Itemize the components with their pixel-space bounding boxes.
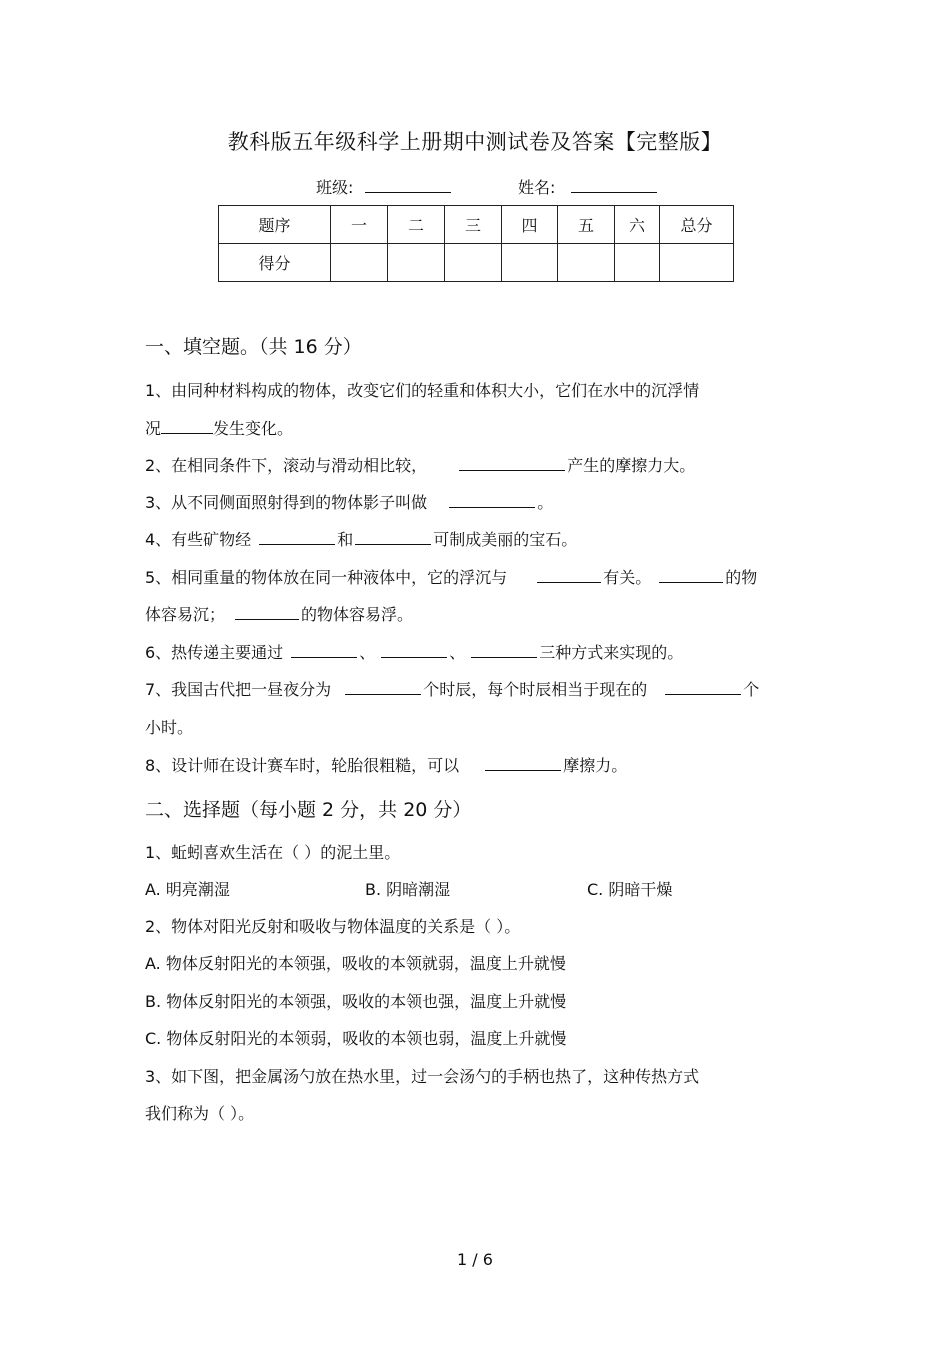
score-cell[interactable]	[445, 244, 502, 282]
score-cell[interactable]	[502, 244, 558, 282]
question-2-3-line-2: 我们称为（ ）。	[145, 1104, 255, 1123]
question-2	[145, 453, 695, 476]
option-a[interactable]: A. 明亮潮湿	[145, 880, 230, 899]
answer-blank[interactable]	[665, 680, 741, 695]
answer-blank[interactable]	[345, 680, 421, 695]
question-text: 的物	[725, 568, 758, 587]
question-text: 发生变化。	[213, 419, 294, 438]
question-text: 7、我国古代把一昼夜分为	[145, 680, 332, 699]
score-header-cell: 一	[331, 206, 388, 244]
answer-blank[interactable]	[485, 756, 561, 771]
question-2-3-line-1: 3、如下图，把金属汤勺放在热水里，过一会汤勺的手柄也热了，这种传热方式	[145, 1067, 700, 1086]
option-c[interactable]: C. 阴暗干燥	[587, 880, 673, 899]
answer-blank[interactable]	[471, 643, 537, 658]
answer-blank[interactable]	[537, 568, 601, 583]
question-text: 、	[449, 643, 466, 662]
question-7-line-2: 小时。	[145, 718, 194, 737]
question-text: 况	[145, 419, 162, 438]
name-blank[interactable]	[571, 178, 657, 193]
score-table-header-row	[219, 206, 734, 244]
question-text: 可制成美丽的宝石。	[433, 530, 578, 549]
question-text: 的物体容易浮。	[301, 605, 414, 624]
score-cell[interactable]	[558, 244, 615, 282]
question-5-line-1	[145, 565, 757, 588]
score-header-cell: 四	[502, 206, 558, 244]
question-text: 。	[537, 493, 554, 512]
score-header-cell: 三	[445, 206, 502, 244]
question-text: 5、相同重量的物体放在同一种液体中，它的浮沉与	[145, 568, 508, 587]
question-text: 2、在相同条件下，滚动与滑动相比较，	[145, 456, 428, 475]
score-cell[interactable]	[615, 244, 660, 282]
score-table	[218, 205, 734, 282]
question-2-2-stem: 2、物体对阳光反射和吸收与物体温度的关系是（ ）。	[145, 917, 521, 936]
answer-blank[interactable]	[449, 493, 535, 508]
question-2-1-stem: 1、蚯蚓喜欢生活在（ ）的泥土里。	[145, 843, 401, 862]
question-text: 4、有些矿物经	[145, 530, 252, 549]
question-text: 、	[359, 643, 376, 662]
answer-blank[interactable]	[235, 605, 299, 620]
section-heading: 二、选择题（每小题 2 分，共 20 分）	[145, 799, 472, 821]
answer-blank[interactable]	[381, 643, 447, 658]
score-cell[interactable]	[388, 244, 445, 282]
name-field	[518, 175, 657, 198]
question-text: 个时辰，每个时辰相当于现在的	[423, 680, 648, 699]
question-text: 体容易沉；	[145, 605, 226, 624]
class-label: 班级:	[316, 178, 354, 197]
question-text: 8、设计师在设计赛车时，轮胎很粗糙，可以	[145, 756, 460, 775]
question-5-line-2	[145, 602, 413, 625]
score-header-cell: 二	[388, 206, 445, 244]
question-1-line-1: 1、由同种材料构成的物体，改变它们的轻重和体积大小，它们在水中的沉浮情	[145, 381, 700, 400]
page-title: 教科版五年级科学上册期中测试卷及答案【完整版】	[227, 130, 723, 154]
score-header-cell: 六	[615, 206, 660, 244]
question-3	[145, 490, 553, 513]
answer-blank[interactable]	[161, 419, 213, 434]
section-heading: 一、填空题。（共 16 分）	[145, 336, 362, 358]
answer-blank[interactable]	[659, 568, 723, 583]
question-text: 个	[743, 680, 760, 699]
question-7-line-1	[145, 677, 759, 700]
question-text: 3、从不同侧面照射得到的物体影子叫做	[145, 493, 428, 512]
score-cell[interactable]	[331, 244, 388, 282]
question-4	[145, 527, 577, 550]
name-label: 姓名:	[518, 178, 556, 197]
question-text: 有关。	[603, 568, 652, 587]
question-text: 产生的摩擦力大。	[567, 456, 696, 475]
score-row-label: 得分	[219, 244, 331, 282]
answer-blank[interactable]	[355, 530, 431, 545]
score-cell[interactable]	[660, 244, 734, 282]
option-c[interactable]: C. 物体反射阳光的本领弱，吸收的本领也弱，温度上升就慢	[145, 1029, 567, 1048]
score-header-cell: 题序	[219, 206, 331, 244]
option-b[interactable]: B. 物体反射阳光的本领强，吸收的本领也强，温度上升就慢	[145, 992, 567, 1011]
score-table-row	[219, 244, 734, 282]
answer-blank[interactable]	[259, 530, 335, 545]
option-a[interactable]: A. 物体反射阳光的本领强，吸收的本领就弱，温度上升就慢	[145, 954, 566, 973]
answer-blank[interactable]	[291, 643, 357, 658]
class-blank[interactable]	[365, 178, 451, 193]
class-field	[316, 175, 451, 198]
question-text: 摩擦力。	[563, 756, 628, 775]
question-text: 和	[337, 530, 354, 549]
page-number: 1 / 6	[457, 1250, 493, 1269]
score-header-cell: 五	[558, 206, 615, 244]
question-6	[145, 640, 683, 663]
score-header-cell: 总分	[660, 206, 734, 244]
question-8	[145, 753, 627, 776]
question-text: 三种方式来实现的。	[539, 643, 684, 662]
option-b[interactable]: B. 阴暗潮湿	[365, 880, 451, 899]
answer-blank[interactable]	[459, 456, 565, 471]
question-1-line-2	[145, 416, 293, 439]
question-text: 6、热传递主要通过	[145, 643, 284, 662]
